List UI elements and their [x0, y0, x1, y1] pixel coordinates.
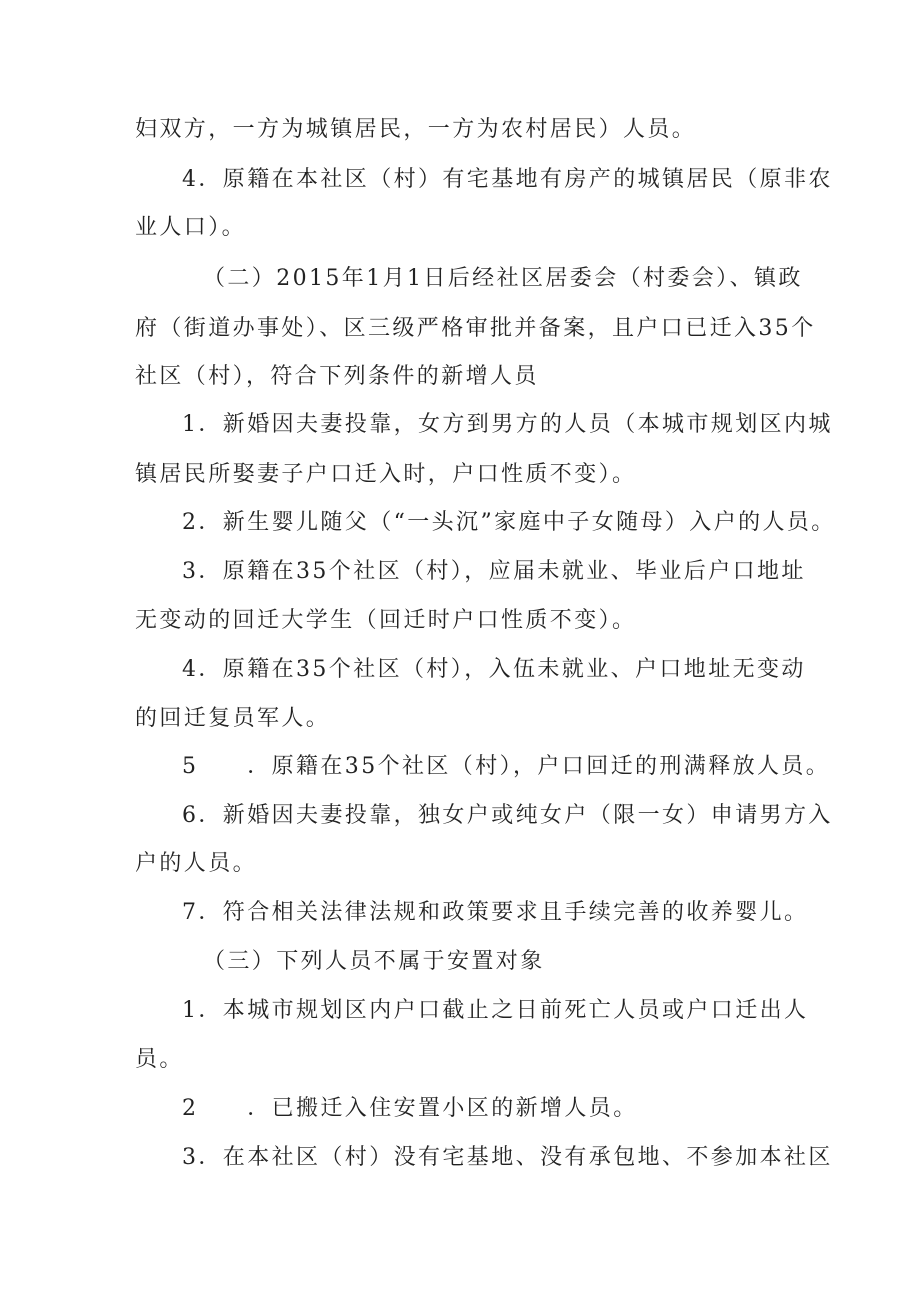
section-heading: （二）2015年1月1日后经社区居委会（村委会）、镇政 [203, 266, 803, 291]
text-line: 7．符合相关法律法规和政策要求且手续完善的收养婴儿。 [182, 900, 809, 925]
text-line: 员。 [135, 1047, 184, 1072]
text-line: 3．在本社区（村）没有宅基地、没有承包地、不参加本社区 [182, 1145, 833, 1170]
text-line: 2．新生婴儿随父（“一头沉”家庭中子女随母）入户的人员。 [182, 510, 836, 535]
text-line: 府（街道办事处）、区三级严格审批并备案，且户口已迁入35个 [135, 316, 816, 341]
text-line: 的回迁复员军人。 [135, 706, 331, 731]
text-line: 户的人员。 [135, 851, 258, 876]
text-line: 无变动的回迁大学生（回迁时户口性质不变）。 [135, 608, 637, 633]
text-line: 2 ．已搬迁入住安置小区的新增人员。 [182, 1096, 638, 1121]
text-line: 3．原籍在35个社区（村），应届未就业、毕业后户口地址 [182, 559, 806, 584]
text-line: 6．新婚因夫妻投靠，独女户或纯女户（限一女）申请男方入 [182, 803, 833, 828]
section-heading: （三）下列人员不属于安置对象 [203, 949, 545, 974]
text-line: 1．新婚因夫妻投靠，女方到男方的人员（本城市规划区内城 [182, 412, 833, 437]
text-line: 镇居民所娶妻子户口迁入时，户口性质不变）。 [135, 462, 637, 487]
text-line: 业人口）。 [135, 215, 247, 240]
text-line: 社区（村），符合下列条件的新增人员 [135, 364, 539, 389]
text-line: 1．本城市规划区内户口截止之日前死亡人员或户口迁出人 [182, 998, 809, 1023]
text-line: 5 ．原籍在35个社区（村），户口回迁的刑满释放人员。 [182, 754, 831, 779]
text-line: 妇双方，一方为城镇居民，一方为农村居民）人员。 [135, 117, 697, 142]
text-line: 4．原籍在35个社区（村），入伍未就业、户口地址无变动 [182, 657, 806, 682]
text-line: 4．原籍在本社区（村）有宅基地有房产的城镇居民（原非农 [182, 167, 833, 192]
